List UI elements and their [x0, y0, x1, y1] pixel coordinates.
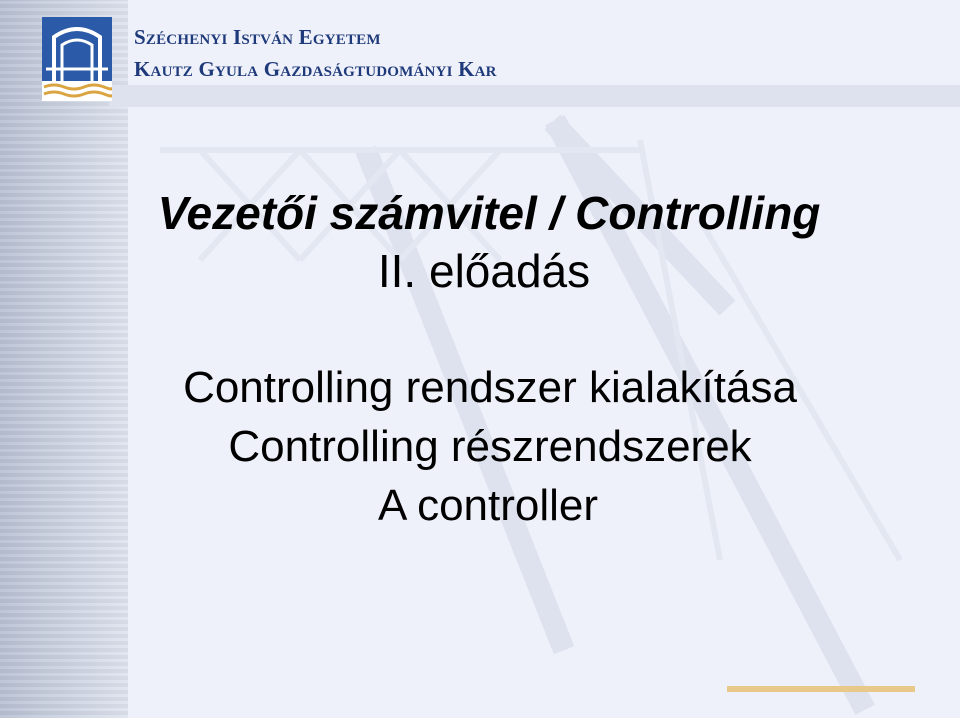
topic-list — [0, 358, 960, 535]
topic-item: Controlling részrendszerek — [228, 422, 752, 471]
slide-title — [0, 184, 960, 300]
bridge-logo-icon — [42, 17, 112, 101]
topic-item: A controller — [377, 481, 599, 530]
title-line-lecture: II. előadás — [377, 245, 591, 297]
institution-header — [134, 24, 497, 82]
faculty-name: Kautz Gyula Gazdaságtudományi Kar — [134, 57, 497, 81]
footer-accent-bar — [727, 686, 915, 692]
topic-item: Controlling rendszer kialakítása — [183, 363, 797, 412]
university-name: Széchenyi István Egyetem — [134, 25, 381, 49]
title-line-course: Vezetői számvitel / Controlling — [157, 187, 821, 239]
